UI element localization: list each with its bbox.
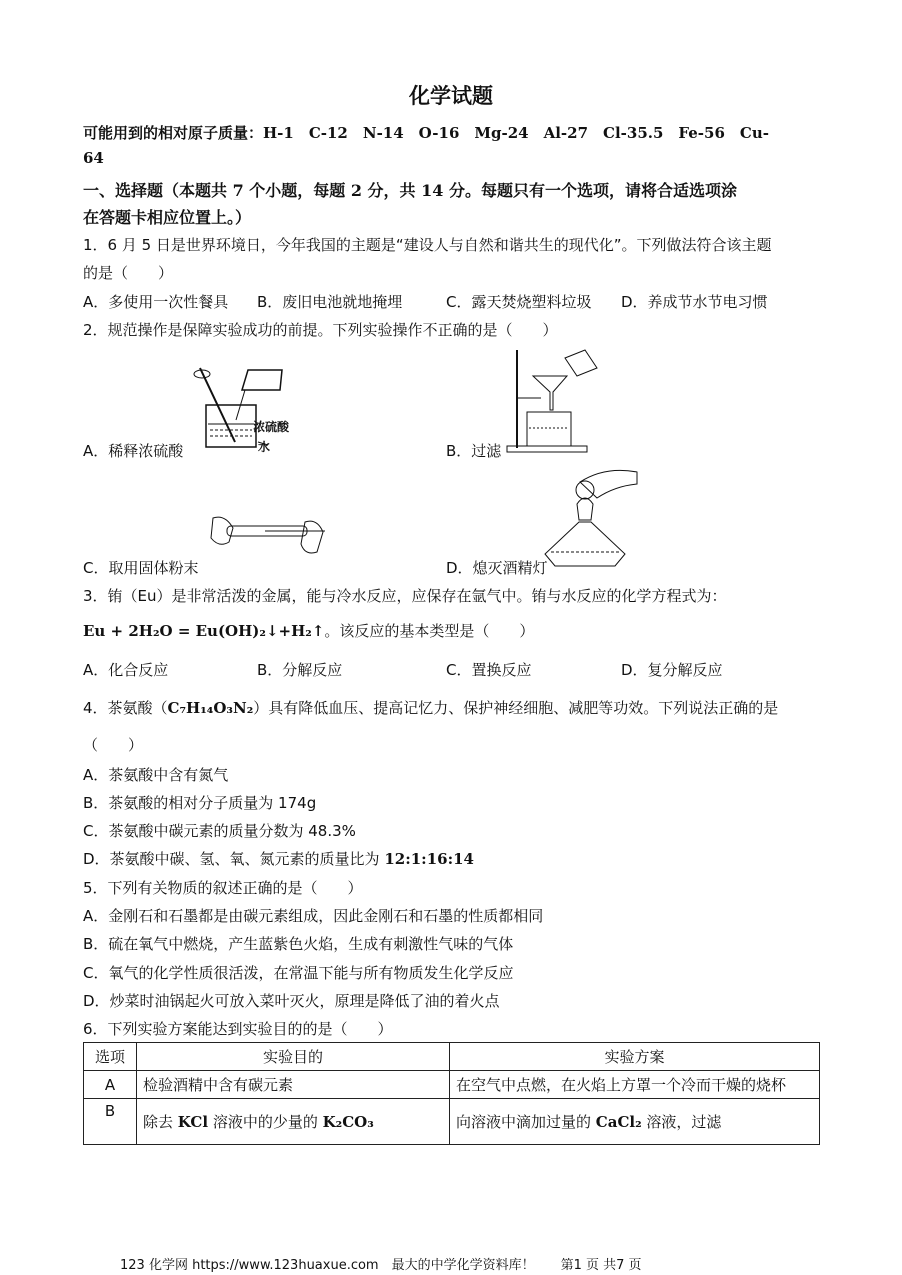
q1-stem-line2: 的是（ ）: [83, 264, 174, 282]
goal-kcl: KCl: [177, 1113, 209, 1131]
plan-suffix: 溶液，过滤: [641, 1113, 722, 1131]
table-cell-option: A: [84, 1071, 137, 1099]
table-cell-plan: [450, 1099, 820, 1145]
table-header-goal: 实验目的: [137, 1043, 450, 1071]
figure-filtration: [505, 348, 605, 458]
q3-option-a: A．化合反应: [83, 661, 169, 679]
table-header-plan: 实验方案: [450, 1043, 820, 1071]
table-cell-option: B: [84, 1099, 137, 1145]
q4-option-d: D．茶氨酸中碳、氢、氧、氮元素的质量比为: [83, 850, 385, 868]
q3-option-d: D．复分解反应: [621, 661, 723, 679]
table-header-row: [84, 1043, 820, 1071]
table-cell-goal: 检验酒精中含有碳元素: [137, 1071, 450, 1099]
q4-formula: C₇H₁₄O₃N₂: [167, 699, 254, 717]
fig-label-acid: 浓硫酸: [253, 420, 290, 434]
q5-option-d: D．炒菜时油锅起火可放入菜叶灭火，原理是降低了油的着火点: [83, 992, 500, 1010]
q3-stem-line1: 3．铕（Eu）是非常活泼的金属，能与冷水反应，应保存在氩气中。铕与水反应的化学方程式为：: [83, 587, 727, 605]
q1-stem-line1: 1．6 月 5 日是世界环境日，今年我国的主题是“建设人与自然和谐共生的现代化”。下列做法符合该主题: [83, 236, 772, 254]
table-cell-goal: [137, 1099, 450, 1145]
q5-option-b: B．硫在氧气中燃烧，产生蓝紫色火焰，生成有刺激性气味的气体: [83, 935, 514, 953]
q4-option-b: B．茶氨酸的相对分子质量为 174g: [83, 794, 317, 812]
atomic-mass-line2: 64: [83, 149, 104, 167]
q5-option-c: C．氧气的化学性质很活泼，在常温下能与所有物质发生化学反应: [83, 964, 514, 982]
q6-table: [83, 1042, 820, 1145]
q1-option-a: A．多使用一次性餐具: [83, 293, 229, 311]
table-cell-plan: 在空气中点燃，在火焰上方罩一个冷而干燥的烧杯: [450, 1071, 820, 1099]
page-footer: 123 化学网 https://www.123huaxue.com 最大的中学化学资料库！ 第1 页 共7 页: [120, 1258, 642, 1273]
q3-stem-line2: 。该反应的基本类型是（ ）: [324, 622, 535, 640]
fig-label-water: 水: [258, 440, 271, 454]
atomic-mass-line1: 可能用到的相对原子质量：H-1 C-12 N-14 O-16 Mg-24 Al-27 Cl-35.5 Fe-56 Cu-: [83, 124, 769, 142]
q4-stem-line2: （ ）: [83, 736, 144, 754]
q1-option-c: C．露天焚烧塑料垃圾: [446, 293, 592, 311]
figure-solid-powder: [205, 508, 335, 563]
section1-heading-line2: 在答题卡相应位置上。）: [83, 208, 252, 227]
q3-option-b: B．分解反应: [257, 661, 343, 679]
q2-option-c: C．取用固体粉末: [83, 559, 199, 577]
q2-option-b: B．过滤: [446, 442, 502, 460]
q4-option-c: C．茶氨酸中碳元素的质量分数为 48.3%: [83, 822, 356, 840]
q2-option-a: A．稀释浓硫酸: [83, 442, 184, 460]
q1-option-b: B．废旧电池就地掩埋: [257, 293, 403, 311]
q3-equation: Eu + 2H₂O = Eu(OH)₂↓+H₂↑: [83, 622, 325, 640]
table-row: [84, 1099, 820, 1145]
q4-option-d-ratio: 12:1:16:14: [384, 850, 474, 868]
q4-option-a: A．茶氨酸中含有氮气: [83, 766, 229, 784]
q1-option-d: D．养成节水节电习惯: [621, 293, 768, 311]
table-row: [84, 1071, 820, 1099]
plan-prefix: 向溶液中滴加过量的: [456, 1113, 596, 1131]
goal-k2co3: K₂CO₃: [322, 1113, 374, 1131]
section1-heading-line1: 一、选择题（本题共 7 个小题，每题 2 分，共 14 分。每题只有一个选项，请将合适选项涂: [83, 181, 737, 200]
q3-option-c: C．置换反应: [446, 661, 532, 679]
q5-stem: 5．下列有关物质的叙述正确的是（ ）: [83, 879, 363, 897]
q5-option-a: A．金刚石和石墨都是由碳元素组成，因此金刚石和石墨的性质都相同: [83, 907, 544, 925]
q6-stem: 6．下列实验方案能达到实验目的的是（ ）: [83, 1020, 393, 1038]
page-title: 化学试题: [409, 83, 493, 108]
q4-stem-suffix: ）具有降低血压、提高记忆力、保护神经细胞、减肥等功效。下列说法正确的是: [253, 699, 779, 717]
plan-cacl2: CaCl₂: [595, 1113, 642, 1131]
q2-stem: 2．规范操作是保障实验成功的前提。下列实验操作不正确的是（ ）: [83, 321, 558, 339]
q4-stem-prefix: 4．茶氨酸（: [83, 699, 168, 717]
goal-prefix: 除去: [143, 1113, 178, 1131]
goal-mid: 溶液中的少量的: [208, 1113, 323, 1131]
table-header-option: 选项: [84, 1043, 137, 1071]
q2-option-d: D．熄灭酒精灯: [446, 559, 548, 577]
figure-dilute-acid: [190, 360, 300, 455]
